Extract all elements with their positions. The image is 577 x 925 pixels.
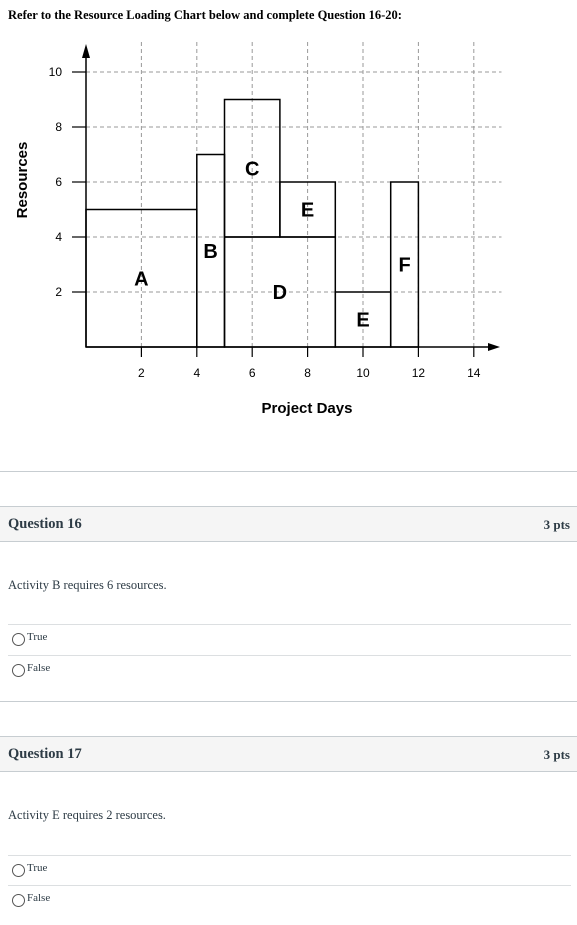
x-tick-label: 2	[138, 366, 145, 380]
radio-button[interactable]	[12, 664, 25, 677]
question-text: Activity E requires 2 resources.	[8, 808, 166, 822]
y-axis-label: Resources	[14, 141, 31, 219]
question-17-header	[0, 736, 577, 772]
answer-label[interactable]: False	[27, 892, 51, 904]
y-tick-label: 10	[48, 65, 62, 79]
resource-loading-chart	[0, 30, 577, 430]
activity-label: B	[203, 240, 218, 263]
x-axis-arrow-icon	[488, 343, 500, 351]
question-points: 3 pts	[543, 517, 570, 532]
activity-label: D	[272, 282, 288, 304]
answer-option-false[interactable]	[8, 655, 571, 685]
activity-label: E	[300, 199, 315, 222]
answer-label[interactable]: True	[27, 862, 48, 874]
y-tick-label: 2	[55, 285, 62, 299]
section-divider	[0, 701, 577, 702]
x-tick-label: 12	[411, 366, 426, 380]
radio-button[interactable]	[12, 633, 25, 646]
activity-label: F	[398, 254, 411, 277]
x-tick-label: 8	[304, 366, 311, 380]
question-text: Activity B requires 6 resources.	[8, 578, 167, 592]
radio-button[interactable]	[12, 894, 25, 907]
question-title: Question 17	[8, 746, 82, 762]
chart-ticks	[49, 65, 481, 380]
question-title: Question 16	[8, 516, 82, 532]
section-divider	[0, 471, 577, 472]
chart-grid	[86, 42, 502, 347]
question-16-header	[0, 506, 577, 542]
answer-option-false[interactable]	[8, 885, 571, 915]
activity-label: A	[134, 268, 149, 291]
answer-option-true[interactable]	[8, 855, 571, 885]
x-tick-label: 14	[467, 366, 481, 380]
intro-text: Refer to the Resource Loading Chart below and complete Question 16-20:	[8, 8, 402, 22]
answer-label[interactable]: True	[27, 631, 48, 643]
activity-label: C	[244, 158, 260, 181]
answer-option-true[interactable]	[8, 624, 571, 654]
question-points: 3 pts	[543, 747, 570, 762]
x-tick-label: 4	[193, 366, 201, 380]
y-axis-arrow-icon	[82, 44, 90, 58]
y-tick-label: 8	[55, 120, 62, 134]
radio-button[interactable]	[12, 864, 25, 877]
x-tick-label: 10	[356, 366, 370, 380]
activity-label: E	[356, 309, 370, 332]
chart-axes	[82, 44, 500, 351]
y-tick-label: 6	[55, 175, 62, 189]
y-tick-label: 4	[55, 230, 62, 244]
x-axis-label: Project Days	[261, 400, 353, 417]
x-tick-label: 6	[248, 366, 256, 380]
answer-label[interactable]: False	[27, 662, 51, 674]
chart-axis-labels	[14, 142, 352, 417]
